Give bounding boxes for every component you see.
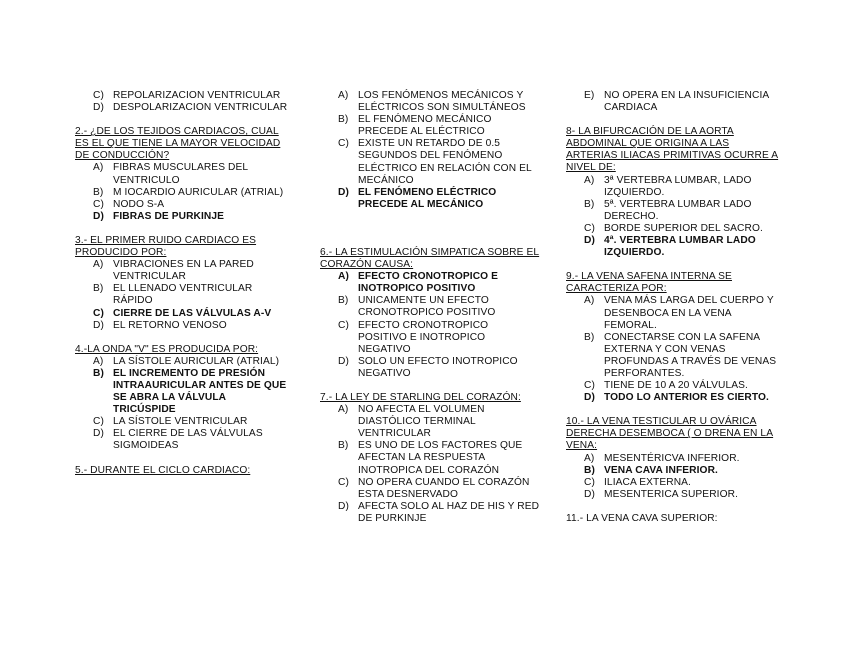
option-letter: C) [338,138,349,150]
option-text: VENA MÁS LARGA DEL CUERPO Y DESENBOCA EN LA VENA FEMORAL. [604,295,774,331]
answer-option [566,477,781,489]
option-letter: D) [584,392,595,404]
option-letter: A) [584,174,595,186]
question-10 [566,416,781,501]
question-3 [75,235,290,332]
option-text: FIBRAS MUSCULARES DEL VENTRICULO [113,162,248,186]
question-title: 3.- EL PRIMER RUIDO CARDIACO ES PRODUCIDO POR: [75,234,257,259]
option-letter: D) [338,186,349,198]
answer-option [320,320,540,356]
answer-option [566,332,781,380]
question-title: 9.- LA VENA SAFENA INTERNA SE CARACTERIZA POR: [566,271,732,295]
question-2 [75,126,290,223]
option-text: DESPOLARIZACION VENTRICULAR [113,102,288,114]
question-1-continued [75,90,290,114]
option-text: EL INCREMENTO DE PRESIÓN INTRAAURICULAR ANTES DE QUE SE ABRA LA VÁLVULA TRICÚSPIDE [113,367,287,416]
question-title: 5.- DURANTE EL CICLO CARDIACO: [75,464,251,476]
option-letter: B) [584,464,595,476]
answer-option [75,308,290,320]
column-2 [320,90,540,537]
option-text: BORDE SUPERIOR DEL SACRO. [604,222,763,234]
question-5-options [320,90,540,211]
option-letter: C) [338,476,349,488]
option-text: MESENTERICA SUPERIOR. [604,488,738,500]
answer-option [566,295,781,331]
answer-option [320,501,540,525]
answer-option [566,489,781,501]
question-7-continued [566,90,781,114]
option-letter: D) [338,355,349,367]
option-text: EL LLENADO VENTRICULAR RÁPIDO [113,283,253,307]
option-text: CONECTARSE CON LA SAFENA EXTERNA Y CON VENAS PROFUNDAS A TRAVÉS DE VENAS PERFORANTES. [604,331,777,379]
answer-option [75,259,290,283]
option-text: REPOLARIZACION VENTRICULAR [113,90,281,101]
option-letter: A) [93,162,104,174]
option-letter: A) [338,271,349,283]
option-letter: C) [584,476,595,488]
options-list [320,90,540,211]
option-letter: C) [93,198,104,210]
answer-option [320,477,540,501]
answer-option [320,138,540,186]
answer-option [75,199,290,211]
answer-option [566,223,781,235]
answer-option [566,465,781,477]
answer-option [566,175,781,199]
option-letter: B) [338,295,349,307]
option-text: AFECTA SOLO AL HAZ DE HIS Y RED DE PURKINJE [358,500,540,524]
option-text: MESENTÉRICVA INFERIOR. [604,452,740,464]
option-letter: B) [338,440,349,452]
option-letter: A) [338,404,349,416]
option-letter: C) [338,319,349,331]
answer-option [75,428,290,452]
option-text: 4ª. VERTEBRA LUMBAR LADO IZQUIERDO. [604,235,756,259]
option-text: NO OPERA CUANDO EL CORAZÓN ESTA DESNERVADO [358,476,530,500]
option-letter: B) [584,331,595,343]
answer-option [75,90,290,102]
answer-option [320,187,540,211]
option-letter: D) [584,235,595,247]
answer-option [320,90,540,114]
answer-option [320,114,540,138]
answer-option [320,404,540,440]
option-letter: C) [93,416,104,428]
answer-option [75,211,290,223]
answer-option [566,453,781,465]
answer-option [566,235,781,259]
question-9 [566,271,781,404]
answer-option [75,356,290,368]
question-title: 11.- LA VENA CAVA SUPERIOR: [566,512,718,524]
option-text: LA SÍSTOLE VENTRICULAR [113,416,248,428]
option-text: UNICAMENTE UN EFECTO CRONOTROPICO POSITIVO [358,295,496,319]
question-title: 7.- LA LEY DE STARLING DEL CORAZÓN: [320,391,521,403]
answer-option [75,162,290,186]
option-text: NODO S-A [113,198,165,210]
column-3 [566,90,781,537]
option-text: LOS FENÓMENOS MECÁNICOS Y ELÉCTRICOS SON SIMULTÁNEOS [358,90,526,114]
options-list [75,356,290,453]
options-list [75,162,290,222]
question-4 [75,344,290,453]
option-letter: C) [93,307,104,319]
option-letter: A) [584,295,595,307]
answer-option [566,392,781,404]
options-list [320,404,540,525]
option-text: EFECTO CRONOTROPICO E INOTROPICO POSITIVO [358,271,499,295]
option-text: FIBRAS DE PURKINJE [113,210,225,222]
option-text: EL RETORNO VENOSO [113,319,227,331]
options-list [566,175,781,260]
answer-option [75,368,290,416]
question-7 [320,392,540,525]
option-letter: A) [338,90,349,101]
question-title: 4.-LA ONDA "V" ES PRODUCIDA POR: [75,343,259,355]
option-letter: A) [93,259,104,271]
question-title: 6.- LA ESTIMULACIÓN SIMPATICA SOBRE EL CORAZÓN CAUSA: [320,246,540,271]
option-text: ES UNO DE LOS FACTORES QUE AFECTAN LA RESPUESTA INOTROPICA DEL CORAZÓN [358,440,523,476]
options-list [75,90,290,114]
option-letter: B) [93,283,104,295]
options-list [75,259,290,332]
question-title: 2.- ¿DE LOS TEJIDOS CARDIACOS, CUAL ES EL QUE TIENE LA MAYOR VELOCIDAD DE CONDUCCIÓN? [75,126,281,162]
option-text: CIERRE DE LAS VÁLVULAS A-V [113,307,272,319]
option-text: NO OPERA EN LA INSUFICIENCIA CARDIACA [604,90,769,114]
option-letter: D) [338,500,349,512]
options-list [566,90,781,114]
option-letter: B) [584,198,595,210]
option-letter: C) [584,380,595,392]
options-list [566,295,781,404]
option-letter: C) [93,90,104,101]
answer-option [320,295,540,319]
option-text: LA SÍSTOLE AURICULAR (ATRIAL) [113,355,280,367]
answer-option [75,102,290,114]
answer-option [320,356,540,380]
answer-option [566,380,781,392]
question-6 [320,247,540,380]
option-text: EL FENÓMENO ELÉCTRICO PRECEDE AL MECÁNICO [358,186,497,210]
option-letter: E) [584,90,595,101]
option-letter: D) [93,102,104,114]
question-title: 8- LA BIFURCACIÓN DE LA AORTA ABDOMINAL QUE ORIGINA A LAS ARTERIAS ILIACAS PRIMITIVAS OCURRE A NIVEL DE: [566,126,779,174]
option-letter: B) [93,186,104,198]
option-text: TODO LO ANTERIOR ES CIERTO. [604,392,769,404]
option-text: EL FENÓMENO MECÁNICO PRECEDE AL ELÉCTRICO [358,114,492,138]
option-text: SOLO UN EFECTO INOTROPICO NEGATIVO [358,355,518,379]
options-list [566,453,781,501]
option-text: EXISTE UN RETARDO DE 0.5 SEGUNDOS DEL FENÓMENO ELÉCTRICO EN RELACIÓN CON EL MECÁNICO [358,138,532,186]
question-11 [566,513,781,525]
option-text: VENA CAVA INFERIOR. [604,464,718,476]
option-letter: D) [93,319,104,331]
answer-option [320,271,540,295]
option-letter: B) [93,367,104,379]
option-text: EL CIERRE DE LAS VÁLVULAS SIGMOIDEAS [113,428,263,452]
answer-option [566,199,781,223]
option-text: M IOCARDIO AURICULAR (ATRIAL) [113,186,284,198]
option-letter: C) [584,222,595,234]
option-text: 3ª VERTEBRA LUMBAR, LADO IZQUIERDO. [604,174,752,198]
options-list [320,271,540,380]
option-text: TIENE DE 10 A 20 VÁLVULAS. [604,380,748,392]
question-5 [75,465,290,477]
option-text: 5ª. VERTEBRA LUMBAR LADO DERECHO. [604,198,752,222]
answer-option [566,90,781,114]
option-text: EFECTO CRONOTROPICO POSITIVO E INOTROPICO NEGATIVO [358,319,489,355]
question-8 [566,126,781,259]
option-letter: D) [584,488,595,500]
answer-option [75,187,290,199]
option-letter: D) [93,210,104,222]
option-letter: A) [93,355,104,367]
option-letter: B) [338,114,349,126]
answer-option [75,320,290,332]
answer-option [75,416,290,428]
question-title: 10.- LA VENA TESTICULAR U OVÁRICA DERECHA DESEMBOCA ( O DRENA EN LA VENA: [566,416,774,452]
option-text: VIBRACIONES EN LA PARED VENTRICULAR [113,259,254,283]
option-letter: A) [584,452,595,464]
option-text: NO AFECTA EL VOLUMEN DIASTÓLICO TERMINAL VENTRICULAR [358,404,485,440]
column-1 [75,90,290,489]
answer-option [75,283,290,307]
option-text: ILIACA EXTERNA. [604,476,691,488]
answer-option [320,440,540,476]
option-letter: D) [93,428,104,440]
